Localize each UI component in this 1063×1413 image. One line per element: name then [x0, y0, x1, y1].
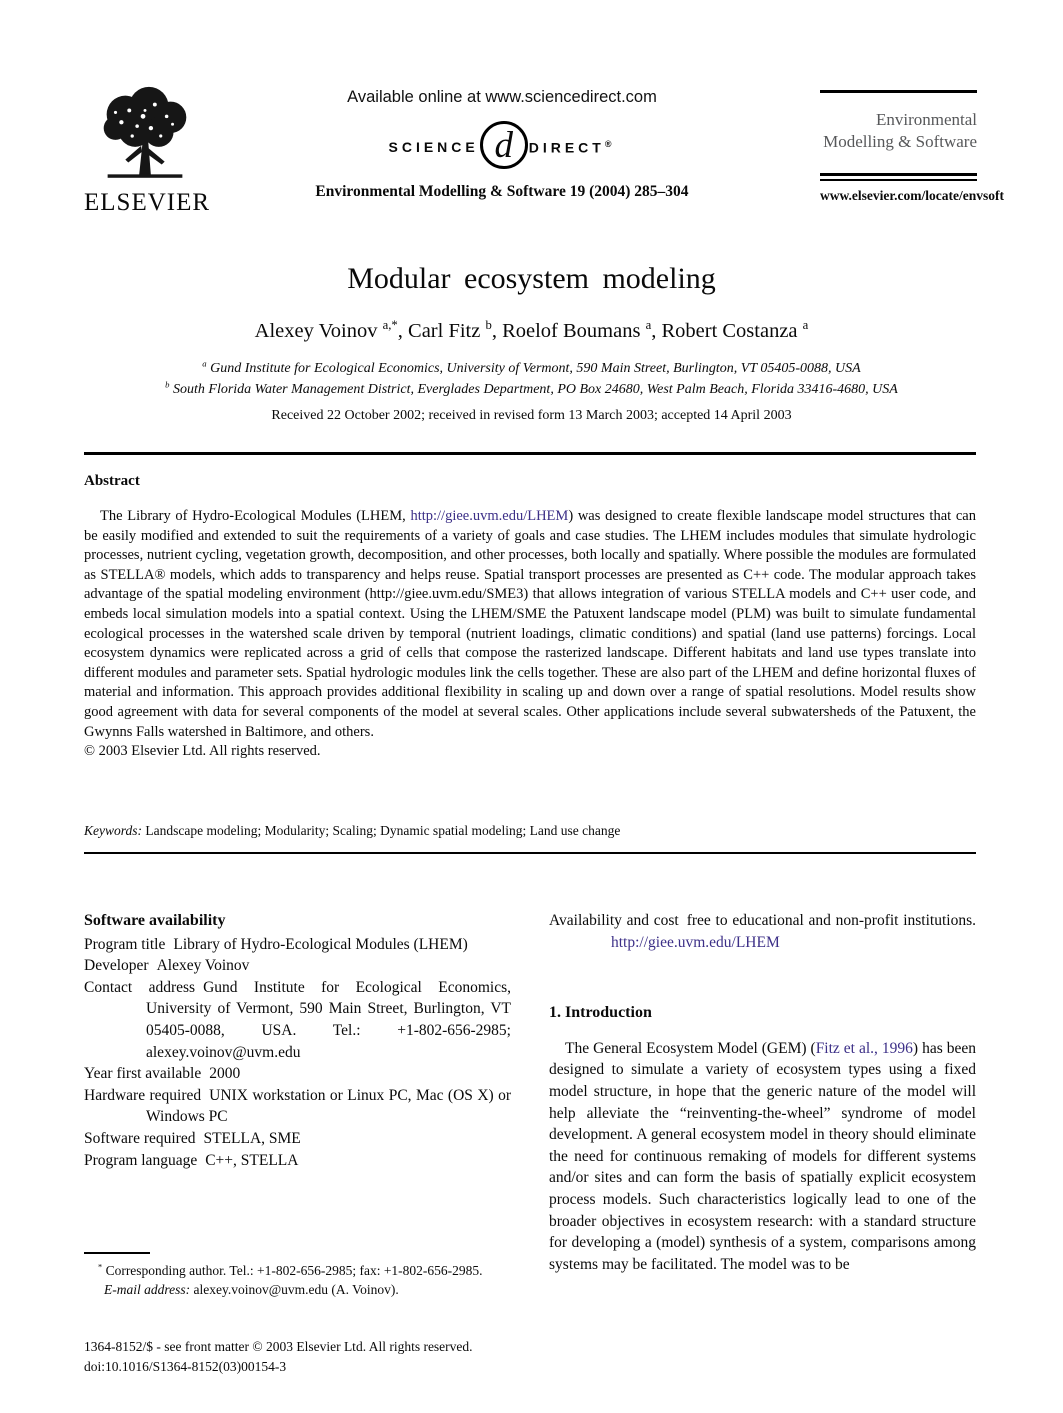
italic-label: E-mail address:: [104, 1282, 191, 1297]
elsevier-wordmark: ELSEVIER: [84, 189, 211, 216]
affiliations-list: [0, 358, 1063, 400]
footer-issn-line: 1364-8152/$ - see front matter © 2003 Elsevier Ltd. All rights reserved.: [84, 1339, 473, 1354]
abstract-body: [84, 507, 976, 762]
software-availability-heading: Software availability: [84, 912, 226, 929]
available-online-text: Available online at www.sciencedirect.com: [347, 88, 657, 106]
abstract-top-rule: [84, 452, 976, 455]
italic-label: Keywords:: [84, 823, 142, 838]
registered-mark: ®: [604, 138, 616, 149]
superscript: b: [165, 379, 170, 390]
keywords-line: Keywords: Landscape modeling; Modularity; Scaling; Dynamic spatial modeling; Land use change: [84, 823, 621, 838]
superscript: a: [202, 358, 207, 369]
abstract-heading: Abstract: [84, 473, 140, 489]
authors-line: Alexey Voinov $^{a,*}$, Carl Fitz $^b$, Roelof Boumans $^a$, Robert Costanza $^a$: [254, 318, 809, 342]
sciencedirect-d-icon: d: [480, 121, 528, 169]
keywords-bottom-rule: [84, 852, 976, 854]
corresponding-author-note: * Corresponding author. Tel.: +1-802-656-2985; fax: +1-802-656-2985.: [98, 1262, 483, 1278]
journal-masthead: [820, 90, 1004, 204]
science-word: SCIENCE: [388, 139, 479, 155]
superscript: a: [802, 318, 809, 333]
elsevier-logo: [84, 86, 211, 217]
masthead-bottom-rule-thin: [820, 179, 977, 181]
right-column: [549, 910, 976, 1275]
direct-word: DIRECT®: [528, 138, 616, 156]
citation-line: Environmental Modelling & Software 19 (2004) 285–304: [315, 183, 689, 200]
software-availability-entry: Software required STELLA, SME: [84, 1129, 301, 1147]
header-center: [292, 88, 712, 201]
masthead-bottom-rule-thick: [820, 173, 977, 176]
software-availability-entry: Year first available 2000: [84, 1065, 241, 1083]
received-line: Received 22 October 2002; received in revised form 13 March 2003; accepted 14 April 2003: [271, 408, 792, 423]
footer-block: [84, 1337, 554, 1377]
abstract-paragraph: The Library of Hydro-Ecological Modules (LHEM, http://giee.uvm.edu/LHEM) was designed to create flexible landscape model structures that can be easily modified and extended to suit the requirements of a variety of goals and case studies. The LHEM includes modules that simulate hydrologic processes, nutrient cycling, vegetation growth, decomposition, and other processes, both locally and spatially. Where possible the modules are formulated as STELLA® models, which adds to transparency and helps reuse. Spatial transport processes are presented as C++ code. The modular approach takes advantage of the spatial modeling environment (http://giee.uvm.edu/SME3) that allows integration of various STELLA models and C++ user code, and embeds local simulation models into a spatial context. Using the LHEM/SME the Patuxent landscape model (PLM) was built to simulate fundamental ecological processes in the watershed scale driven by temporal (nutrient loadings, climatic conditions) and spatial (land use patterns) forcings. Local ecosystem dynamics were replicated across a grid of cells that compose the rasterized landscape. Different habitats and land use types translate into different modules and parameter sets. Spatial hydrologic modules link the cells together. These are also part of the LHEM and define horizontal fluxes of material and information. This approach provides additional flexibility in scaling up and down over a range of spatial resolutions. Model results show good agreement with data for several components of the model at several scales. Other applications include several subwatersheds of the Patuxent, the Gwynns Falls watershed in Baltimore, and others.: [84, 508, 976, 740]
introduction-heading: 1. Introduction: [549, 1004, 652, 1022]
software-availability-list: [84, 934, 511, 1172]
introduction-paragraph: The General Ecosystem Model (GEM) (Fitz et al., 1996) has been designed to simulate a variety of ecosystem types using a fixed model structure, in hope that the generic nature of the model will help alleviate the “reinventing-the-wheel” syndrome of model development. A general ecosystem model in theory should eliminate the need for continuous remaking of models for different systems and/or sites and can form the basis of spatially explicit ecosystem process models. Such characteristics logically lead to one of the broader objectives in ecosystem research: with a standard structure for developing a (model) synthesis of a system, comparisons among systems may be facilitated. The model was to be: [549, 1039, 976, 1273]
lhem-url-link[interactable]: http://giee.uvm.edu/LHEM: [410, 508, 569, 524]
availability-cost-entry: Availability and cost free to educational and non-profit institutions. http://giee.uvm.edu/LHEM: [549, 912, 976, 951]
software-availability-entry: Developer Alexey Voinov: [84, 957, 250, 975]
journal-name: Environmental Modelling & Software: [823, 110, 977, 151]
email-address-note: E-mail address: alexey.voinov@uvm.edu (A. Voinov).: [104, 1282, 399, 1297]
superscript: a,*: [382, 318, 398, 333]
software-availability-entry: Hardware required UNIX workstation or Linux PC, Mac (OS X) or Windows PC: [84, 1086, 512, 1126]
article-title: Modular ecosystem modeling: [347, 262, 716, 295]
masthead-top-rule: [820, 90, 977, 93]
footnote-rule: [84, 1252, 150, 1254]
software-availability-entry: Contact address Gund Institute for Ecological Economics, University of Vermont, 590 Main Street, Burlington, VT 05405-0088, USA. Tel.: +1-802-656-2985; alexey.voinov@uvm.edu: [84, 978, 511, 1061]
lhem-url-link[interactable]: http://giee.uvm.edu/LHEM: [611, 933, 780, 951]
affiliation-line: $^a$ Gund Institute for Ecological Economics, University of Vermont, 590 Main Street, Burlington, VT 05405-0088, USA: [202, 358, 861, 376]
elsevier-tree-icon: [86, 86, 204, 186]
software-availability-entry: Program title Library of Hydro-Ecological Modules (LHEM): [84, 935, 468, 953]
copyright-line: © 2003 Elsevier Ltd. All rights reserved.: [84, 743, 321, 760]
affiliation-line: $^b$ South Florida Water Management District, Everglades Department, PO Box 24680, West Palm Beach, Florida 33416-4680, USA: [165, 379, 898, 397]
elsevier-locate-url-link[interactable]: www.elsevier.com/locate/envsoft: [820, 187, 1004, 203]
sciencedirect-logo: [292, 115, 712, 175]
footer-doi-line: doi:10.1016/S1364-8152(03)00154-3: [84, 1359, 287, 1374]
footnote-block: [84, 1252, 511, 1300]
superscript: b: [485, 318, 492, 333]
software-availability-entry: Program language C++, STELLA: [84, 1151, 299, 1169]
fitz-1996-citation-link[interactable]: Fitz et al., 1996: [815, 1039, 913, 1057]
superscript: *: [98, 1262, 103, 1271]
superscript: a: [645, 318, 652, 333]
left-column: [84, 910, 511, 1171]
